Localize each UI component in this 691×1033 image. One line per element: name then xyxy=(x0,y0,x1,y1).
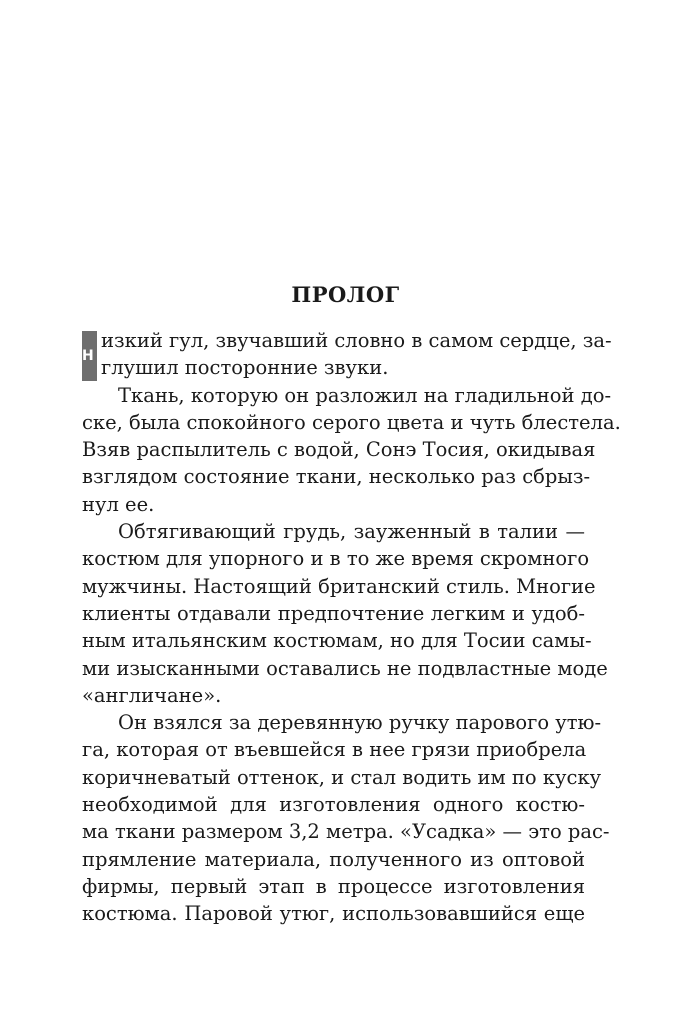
text-line: Обтягивающий грудь, зауженный в талии — xyxy=(118,520,585,544)
text-line: га, которая от въевшейся в нее грязи приобрела xyxy=(82,738,587,762)
text-line: ске, была спокойного серого цвета и чуть блестела. xyxy=(82,410,621,434)
paragraph xyxy=(82,709,610,927)
paragraph xyxy=(82,518,608,709)
text-line xyxy=(82,327,612,364)
text-line: фирмы, первый этап в процессе изготовления xyxy=(82,874,585,898)
text-line: «англичане». xyxy=(82,683,222,707)
body-text xyxy=(82,327,621,928)
text-line: необходимой для изготовления одного костю- xyxy=(82,793,585,817)
text-line: коричневатый оттенок, и стал водить им по куску xyxy=(82,765,602,789)
drop-cap: Н xyxy=(82,331,97,381)
text-line-content: изкий гул, звучавший словно в самом сердце, за- xyxy=(101,329,612,352)
text-line: ми изысканными оставались не подвластные моде xyxy=(82,656,608,680)
text-line: ным итальянским костюмам, но для Тосии самы- xyxy=(82,629,592,653)
paragraph xyxy=(82,382,621,518)
text-line: ма ткани размером 3,2 метра. «Усадка» — это рас- xyxy=(82,820,610,844)
paragraph xyxy=(82,327,612,382)
text-line: клиенты отдавали предпочтение легким и удоб- xyxy=(82,601,585,625)
text-line: Он взялся за деревянную ручку парового утю- xyxy=(118,711,602,735)
text-line: костюм для упорного и в то же время скромного xyxy=(82,547,590,571)
text-line: прямление материала, полученного из оптовой xyxy=(82,847,585,871)
text-line: мужчины. Настоящий британский стиль. Многие xyxy=(82,574,596,598)
text-line: Ткань, которую он разложил на гладильной до- xyxy=(118,383,612,407)
text-line: нул ее. xyxy=(82,492,155,516)
text-line: глушил посторонние звуки. xyxy=(101,356,389,380)
text-line: Взяв распылитель с водой, Сонэ Тосия, окидывая xyxy=(82,438,596,462)
text-line: костюма. Паровой утюг, использовавшийся еще xyxy=(82,902,585,926)
text-line: взглядом состояние ткани, несколько раз сбрыз- xyxy=(82,465,591,489)
chapter-title: ПРОЛОГ xyxy=(291,282,400,307)
